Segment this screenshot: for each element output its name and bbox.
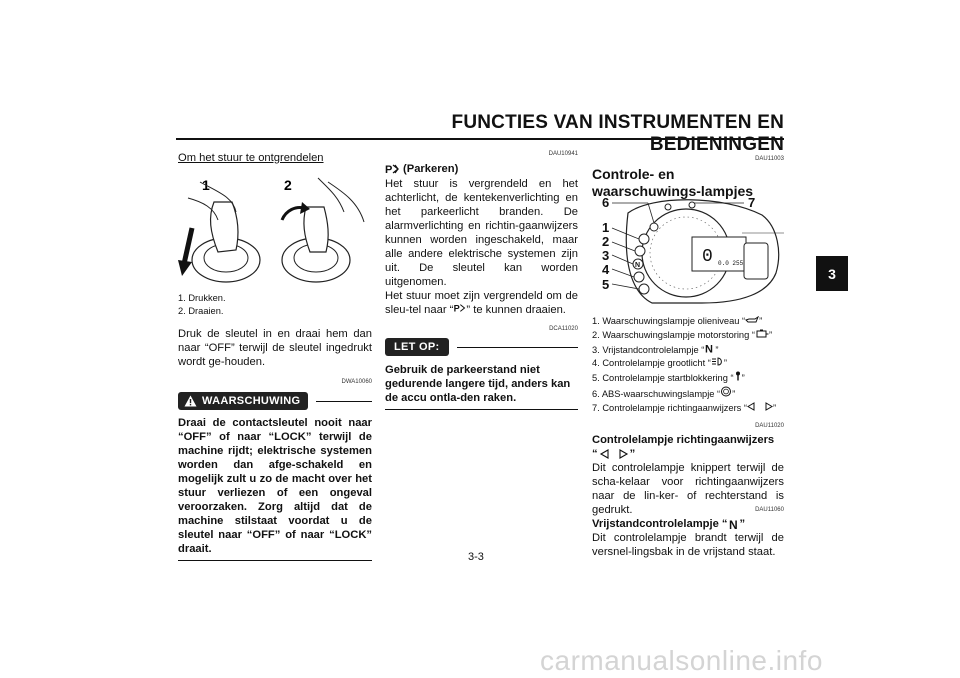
neutral-title-post: ” xyxy=(739,518,746,530)
turn-signal-quote-open: “ xyxy=(592,448,598,460)
turn-signal-arrows-icon xyxy=(747,402,773,411)
lamp-item-4-pre: 4. Controlelampje grootlicht “ xyxy=(592,358,711,369)
chapter-tab: 3 xyxy=(816,256,848,291)
lamps-code: DAU11003 xyxy=(755,156,784,162)
parking-p-icon-inline xyxy=(453,303,466,313)
turn-signal-symbol-icon xyxy=(598,449,630,459)
lcd-digit: 0 xyxy=(702,247,713,267)
park-heading: (Parkeren) xyxy=(403,163,459,175)
key-figure xyxy=(178,172,372,290)
middle-column xyxy=(385,147,578,410)
lamp-item-5 xyxy=(592,371,784,386)
left-column-body xyxy=(178,292,372,561)
caption-2: 2. Draaien. xyxy=(178,306,224,316)
svg-text:N: N xyxy=(635,262,641,269)
instrument-figure xyxy=(592,193,784,308)
neutral-code: DAU11060 xyxy=(755,507,784,513)
svg-text:N: N xyxy=(705,343,714,353)
svg-text:P: P xyxy=(385,164,393,175)
warning-end-rule xyxy=(178,560,372,561)
warning-triangle-icon xyxy=(184,395,197,407)
warning-banner xyxy=(178,392,372,410)
callout-1: 1 xyxy=(602,220,610,235)
neutral-section xyxy=(592,503,784,559)
lamp-item-7-pre: 7. Controlelampje richtingaanwijzers “ xyxy=(592,402,748,413)
lamp-item-5-pre: 5. Controlelampje startblokkering “ xyxy=(592,373,734,384)
warning-text: Draai de contactsleutel nooit naar “OFF” of naar “LOCK” terwijl de machine rijdt; elektrische systemen worden dan afge-schakeld en mogelijk zult u zo de macht over het stuur verliezen of een ongeval veroorzaken. Zorg altijd dat de machine stilstaat voordat u de sleutel naar “OFF” of naar “LOCK” draait. xyxy=(178,417,372,555)
instrument-cluster-illustration xyxy=(592,193,784,308)
lamp-item-3-post: ” xyxy=(715,344,719,355)
park-body-2-post: ” te kunnen draaien. xyxy=(466,304,566,316)
warning-rule xyxy=(316,401,372,402)
caution-label: LET OP: xyxy=(394,341,440,353)
svg-text:P: P xyxy=(454,303,461,313)
unlock-heading: Om het stuur te ontgrendelen xyxy=(178,152,324,164)
unlock-body: Druk de sleutel in en draai hem dan naar “OFF” terwijl de sleutel ingedrukt wordt ge-houden. xyxy=(178,328,372,368)
turn-signal-title: Controlelampje richtingaanwijzers xyxy=(592,434,775,446)
lamps-heading: Controle- en waarschuwings-lampjes xyxy=(592,166,754,199)
neutral-title-pre: Vrijstandcontrolelampje “ xyxy=(592,518,728,530)
lamp-item-1 xyxy=(592,315,784,329)
left-column xyxy=(178,151,372,165)
callout-6: 6 xyxy=(602,195,610,210)
page-title: FUNCTIES VAN INSTRUMENTEN EN BEDIENINGEN xyxy=(451,112,784,155)
park-body-2-pre: Het stuur moet zijn vergrendeld om de sleu-tel naar “ xyxy=(385,290,578,316)
turn-signal-code: DAU11020 xyxy=(755,423,784,429)
caution-rule xyxy=(457,347,579,348)
callout-3: 3 xyxy=(602,248,610,263)
caption-1: 1. Drukken. xyxy=(178,293,226,303)
oil-can-icon xyxy=(745,316,759,324)
neutral-title-icon xyxy=(728,519,740,530)
svg-text:N: N xyxy=(728,518,738,530)
abs-icon xyxy=(720,386,732,397)
lamp-item-6-post: ” xyxy=(732,388,736,399)
lamp-list xyxy=(592,315,784,416)
lamp-item-3 xyxy=(592,343,784,358)
caution-text: Gebruik de parkeerstand niet gedurende langere tijd, anders kan de accu ontla-den raken. xyxy=(385,364,571,404)
high-beam-icon xyxy=(711,357,724,366)
warning-code: DWA10060 xyxy=(341,379,372,385)
warning-badge xyxy=(178,392,308,410)
lamp-item-5-post: ” xyxy=(741,373,745,384)
lamp-item-3-pre: 3. Vrijstandcontrolelampje “ xyxy=(592,344,705,355)
lamp-item-2-post: ” xyxy=(768,329,773,340)
park-heading-row xyxy=(385,162,578,176)
caution-badge xyxy=(385,338,449,356)
callout-7: 7 xyxy=(748,195,756,210)
neutral-title-row xyxy=(592,517,784,531)
park-body-2 xyxy=(385,289,578,317)
fig-label-2: 2 xyxy=(284,177,292,193)
lamp-item-7 xyxy=(592,402,784,416)
warning-label: WAARSCHUWING xyxy=(202,395,301,407)
watermark: carmanualsonline.info xyxy=(540,645,823,676)
caution-banner xyxy=(385,338,578,356)
callout-2: 2 xyxy=(602,234,610,249)
lamp-item-4-post: ” xyxy=(723,358,727,369)
lamp-item-6 xyxy=(592,386,784,402)
immobilizer-key-icon xyxy=(734,371,742,381)
page-number: 3-3 xyxy=(468,551,484,563)
park-code: DAU10941 xyxy=(548,151,578,157)
lamp-item-4 xyxy=(592,357,784,371)
header-rule xyxy=(176,138,784,140)
key-illustration xyxy=(178,172,372,290)
caution-code: DCA11020 xyxy=(549,326,578,332)
fig-label-1: 1 xyxy=(202,177,210,193)
turn-signal-symbol-row xyxy=(592,447,784,461)
lamp-item-1-pre: 1. Waarschuwingslampje olieniveau “ xyxy=(592,316,746,326)
lamp-item-2-pre: 2. Waarschuwingslampje motorstoring “ xyxy=(592,329,755,340)
turn-signal-body: Dit controlelampje knippert terwijl de scha-kelaar voor richtingaanwijzers naar de lin-ker- of rechterstand is gedrukt. xyxy=(592,462,784,516)
lamp-item-2 xyxy=(592,329,784,343)
callout-5: 5 xyxy=(602,277,610,292)
callout-4: 4 xyxy=(602,262,610,277)
neutral-n-icon xyxy=(704,343,715,353)
turn-signal-quote-close: ” xyxy=(629,448,636,460)
lamp-item-7-post: ” xyxy=(773,402,777,413)
lamp-item-6-pre: 6. ABS-waarschuwingslampje “ xyxy=(592,388,721,399)
engine-icon xyxy=(755,329,769,338)
park-body-1: Het stuur is vergrendeld en het achterlicht, de kentekenverlichting en het parkeerlicht branden. De alarmverlichting en richtin-gaanwijzers kunnen worden ingeschakeld, maar alle andere elektrische systemen zijn uit. De sleutel kan worden uitgenomen. xyxy=(385,178,578,288)
caution-end-rule xyxy=(385,409,578,410)
lamp-item-1-post: ” xyxy=(759,316,763,326)
parking-p-icon xyxy=(385,163,399,175)
neutral-body: Dit controlelampje brandt terwijl de versnel-lingsbak in de vrijstand staat. xyxy=(592,532,784,558)
lcd-small: 0.0 255 xyxy=(718,260,744,267)
